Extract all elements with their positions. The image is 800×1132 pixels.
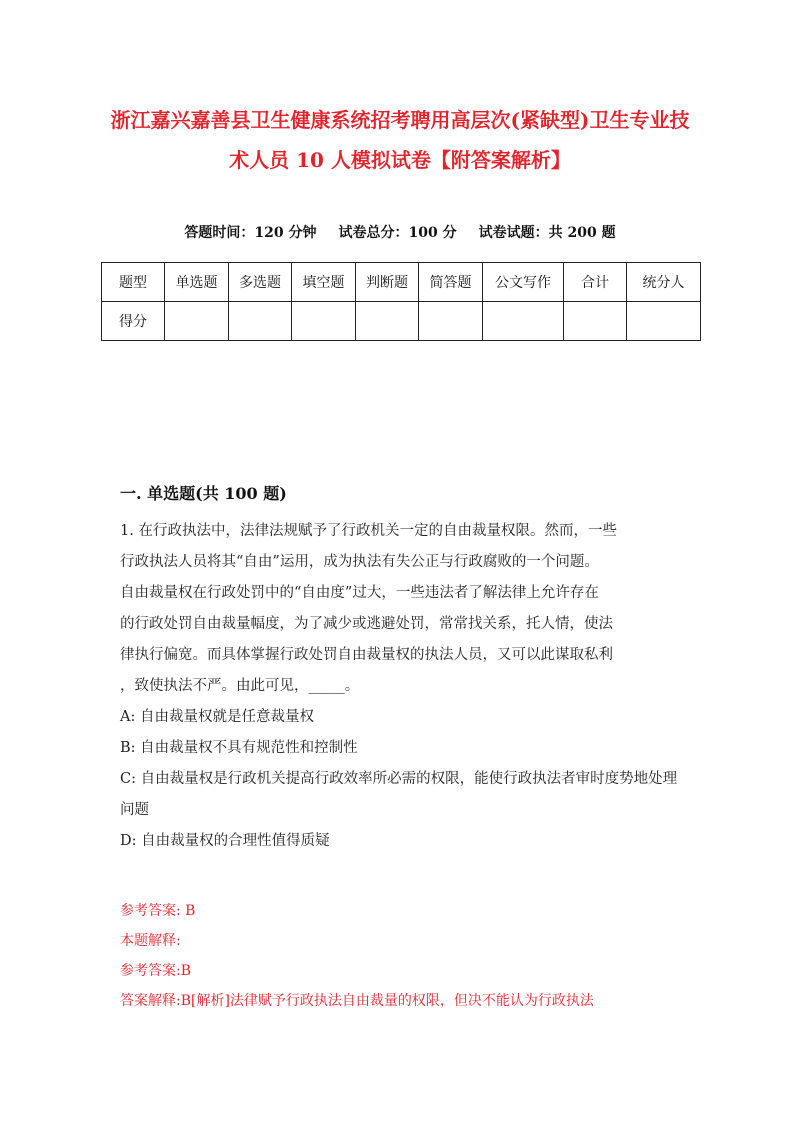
title-line-2: 术人员 10 人模拟试卷【附答案解析】 (229, 148, 571, 172)
reference-answer-repeat: 参考答案:B (120, 963, 192, 979)
section-heading: 一. 单选题(共 100 题) (120, 484, 287, 503)
score-cell (419, 302, 483, 341)
reference-answer: 参考答案: B (120, 903, 196, 919)
option-d: D: 自由裁量权的合理性值得质疑 (120, 833, 330, 849)
score-table-header: 单选题 (165, 263, 229, 302)
score-table-header: 合计 (564, 263, 627, 302)
question-text-line: 行政执法人员将其“自由”运用，成为执法有失公正与行政腐败的一个问题。 (120, 554, 599, 570)
score-table-header-row (102, 263, 701, 302)
exam-time: 答题时间：120 分钟 (184, 225, 317, 241)
answer-block (120, 896, 680, 1016)
score-cell (564, 302, 627, 341)
question-text-line: 律执行偏宽。而具体掌握行政处罚自由裁量权的执法人员，又可以此谋取私利 (120, 647, 613, 663)
question-1 (120, 516, 680, 857)
score-cell (356, 302, 419, 341)
score-table-header: 统分人 (627, 263, 701, 302)
option-c: C: 自由裁量权是行政机关提高行政效率所必需的权限，能使行政执法者审时度势地处理问题 (120, 771, 678, 818)
explanation-label: 本题解释: (120, 933, 181, 949)
score-cell (483, 302, 564, 341)
exam-total-questions: 试卷试题：共 200 题 (478, 225, 616, 241)
question-text-line: 1. 在行政执法中，法律法规赋予了行政机关一定的自由裁量权限。然而，一些 (120, 523, 617, 539)
score-row-label: 得分 (102, 302, 165, 341)
score-table-header: 多选题 (229, 263, 292, 302)
score-table-header: 题型 (102, 263, 165, 302)
exam-total-score: 试卷总分：100 分 (338, 225, 457, 241)
title-line-1: 浙江嘉兴嘉善县卫生健康系统招考聘用高层次(紧缺型)卫生专业技 (110, 108, 690, 132)
explanation-text: 答案解释:B[解析]法律赋予行政执法自由裁量的权限，但决不能认为行政执法 (120, 993, 594, 1009)
score-table-header: 判断题 (356, 263, 419, 302)
score-table-header: 简答题 (419, 263, 483, 302)
option-a: A: 自由裁量权就是任意裁量权 (120, 709, 314, 725)
score-cell (229, 302, 292, 341)
score-cell (627, 302, 701, 341)
score-table-header: 填空题 (292, 263, 356, 302)
score-table-score-row (102, 302, 701, 341)
question-text-line: ，致使执法不严。由此可见，_____。 (120, 678, 360, 694)
option-b: B: 自由裁量权不具有规范性和控制性 (120, 740, 358, 756)
question-text-line: 的行政处罚自由裁量幅度，为了减少或逃避处罚，常常找关系，托人情，使法 (120, 616, 613, 632)
score-cell (292, 302, 356, 341)
score-table-header: 公文写作 (483, 263, 564, 302)
question-text-line: 自由裁量权在行政处罚中的“自由度”过大，一些违法者了解法律上允许存在 (120, 585, 599, 601)
score-cell (165, 302, 229, 341)
exam-meta (100, 222, 700, 242)
score-table (101, 262, 701, 341)
